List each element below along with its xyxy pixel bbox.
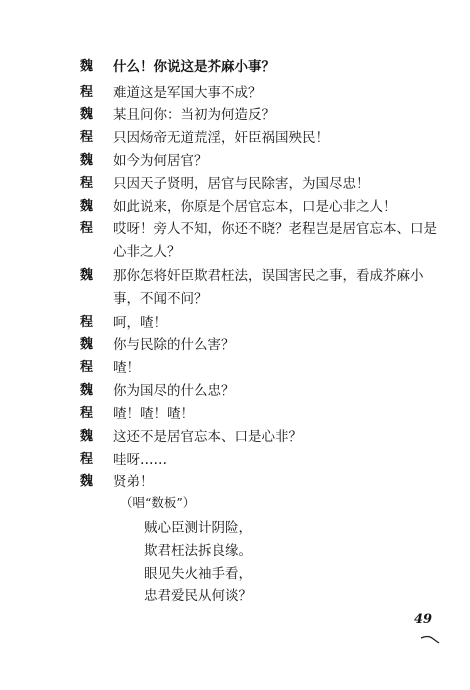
speaker-label: 程 — [80, 176, 94, 191]
speaker-label: 魏 — [80, 383, 94, 398]
dialogue-text: 只因炀帝无道荒淫，奸臣祸国殃民！ — [113, 130, 329, 146]
speaker-label: 魏 — [80, 429, 94, 444]
dialogue-line — [0, 472, 470, 498]
song-verse: 欺君枉法拆良缘。 — [144, 543, 252, 559]
dialogue-continuation: 事，不闻不问？ — [113, 291, 208, 307]
dialogue-text: 哇呀…… — [113, 452, 167, 468]
speaker-label: 程 — [80, 360, 94, 375]
speaker-label: 魏 — [80, 59, 94, 74]
speaker-label: 程 — [80, 315, 94, 330]
dialogue-text: 喳！ — [113, 360, 140, 376]
page-mark-icon — [420, 634, 440, 644]
dialogue-text: 这还不是居官忘本、口是心非？ — [113, 429, 302, 445]
speaker-label: 魏 — [80, 474, 94, 489]
speaker-label: 程 — [80, 85, 94, 100]
speaker-label: 魏 — [80, 199, 94, 214]
dialogue-line — [0, 57, 470, 83]
speaker-label: 程 — [80, 221, 94, 236]
speaker-label: 魏 — [80, 153, 94, 168]
dialogue-line — [0, 219, 470, 245]
song-verse: 眼见失火袖手看， — [144, 566, 252, 582]
dialogue-text: 呵，喳！ — [113, 315, 167, 331]
dialogue-continuation: 心非之人？ — [113, 244, 181, 260]
song-verse: 贼心臣测计阴险， — [144, 520, 252, 536]
dialogue-text: 那你怎将奸臣欺君枉法，误国害民之事，看成芥麻小 — [113, 268, 424, 284]
song-verse: 忠君爱民从何谈？ — [144, 588, 252, 604]
speaker-label: 魏 — [80, 268, 94, 283]
dialogue-text: 如今为何居官？ — [113, 153, 208, 169]
dialogue-text: 如此说来，你原是个居官忘本，口是心非之人！ — [113, 199, 397, 215]
dialogue-line — [0, 266, 470, 292]
song-label: （唱“数板”） — [120, 495, 196, 510]
dialogue-text: 哎呀！旁人不知，你还不晓？老程岂是居官忘本、口是 — [113, 221, 437, 237]
dialogue-text: 只因天子贤明，居官与民除害，为国尽忠！ — [113, 176, 370, 192]
page-number: 49 — [414, 612, 433, 627]
dialogue-text: 喳！喳！喳！ — [113, 406, 194, 422]
speaker-label: 程 — [80, 130, 94, 145]
speaker-label: 程 — [80, 452, 94, 467]
dialogue-text: 贤弟！ — [113, 474, 154, 490]
dialogue-text: 什么！你说这是芥麻小事？ — [113, 59, 275, 75]
dialogue-text: 某且问你：当初为何造反？ — [113, 107, 275, 123]
dialogue-text: 难道这是军国大事不成？ — [113, 85, 262, 101]
speaker-label: 程 — [80, 406, 94, 421]
speaker-label: 魏 — [80, 107, 94, 122]
dialogue-text: 你为国尽的什么忠？ — [113, 383, 235, 399]
speaker-label: 魏 — [80, 337, 94, 352]
dialogue-text: 你与民除的什么害？ — [113, 337, 235, 353]
